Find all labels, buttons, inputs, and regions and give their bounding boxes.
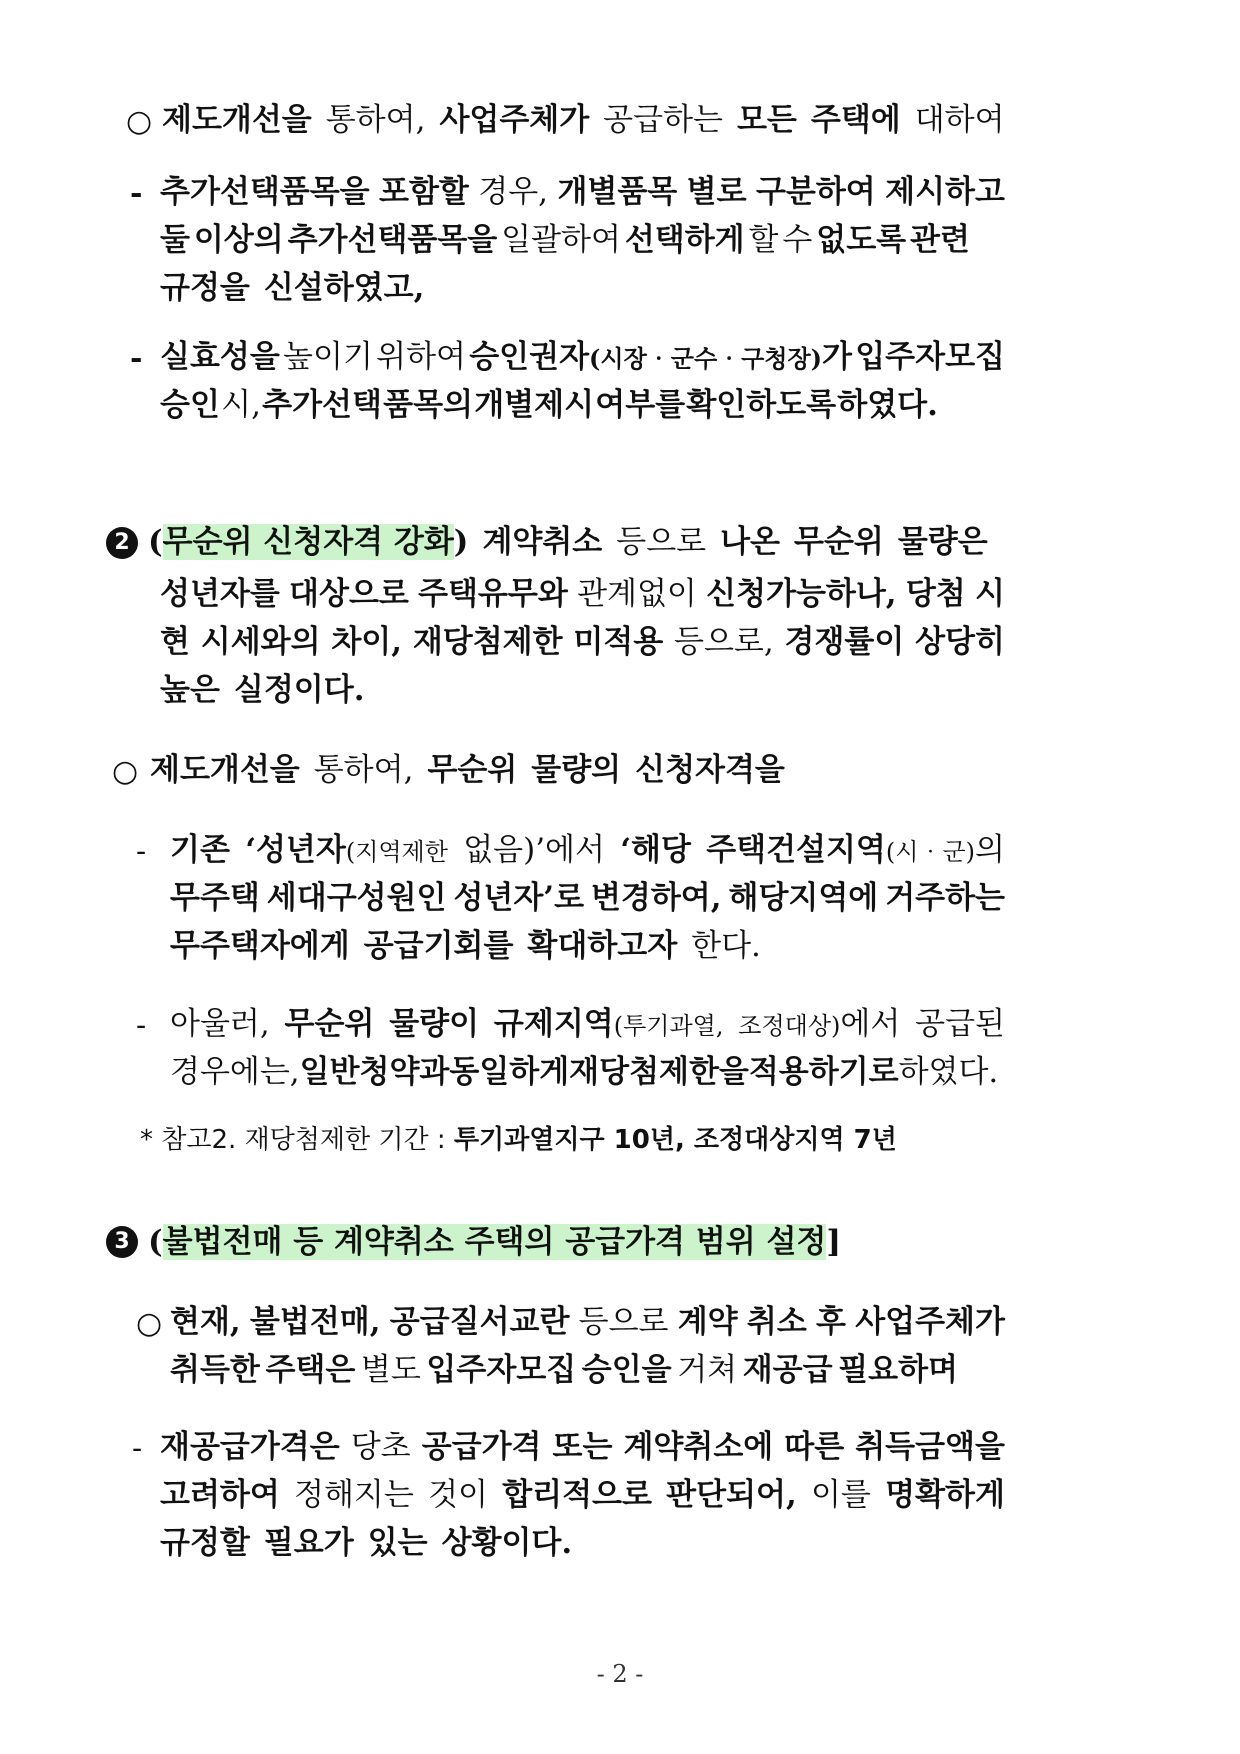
word: 무순위 (284, 1006, 375, 1042)
word: 상황이다. (441, 1525, 573, 1561)
word: 공급가격 (421, 1429, 542, 1465)
circle-bullet: ○ (126, 104, 153, 139)
section2-item1-line3 (170, 924, 761, 968)
word: 물량은 (897, 524, 988, 560)
word: 기존 (170, 832, 230, 868)
word: 구분하여 (755, 174, 876, 210)
word: 현 (160, 624, 190, 660)
word: 재당첨제한 (412, 624, 563, 660)
word: 확인하도록 (686, 387, 837, 423)
word: 제도개선을 (162, 102, 312, 138)
word: 물량의 (531, 752, 622, 788)
word: 규정을 (160, 270, 250, 306)
word: 주택유무와 (418, 576, 568, 612)
word: 취소 (746, 1304, 807, 1340)
word: 공급기회를 (363, 928, 514, 964)
word: 주택건설지역(시‧군)의 (706, 832, 1005, 868)
section3-item-line2 (160, 1473, 1005, 1517)
section3-heading (148, 1220, 841, 1264)
word: 성년자를 (160, 576, 280, 612)
word: 이를 (810, 1477, 871, 1513)
word: 관련 (910, 222, 970, 258)
section2-item1-line2 (170, 876, 1005, 920)
word: 재공급가격은 (160, 1429, 340, 1465)
word: 할 (748, 222, 779, 258)
word: 등으로 (616, 524, 707, 560)
word: 조정대상)에서 (738, 1006, 901, 1042)
word: 신설하였고, (263, 270, 425, 306)
section1-item1-line2 (160, 218, 970, 262)
heading-highlight: (불법전매 등 계약취소 주택의 공급가격 범위 설정] (148, 1224, 842, 1260)
word: 공급하는 (603, 102, 723, 138)
word: 수 (782, 222, 813, 258)
word: 하였다. (898, 1054, 999, 1090)
word: 없음)’에서 (463, 832, 605, 868)
word: 합리적으로 (502, 1477, 652, 1513)
section-number-badge: 2 (106, 527, 138, 559)
word: 입주자모집 (426, 1352, 577, 1388)
section2-item2-line1 (170, 1002, 1005, 1048)
section2-para-line1 (160, 572, 1005, 616)
word: 한다. (691, 928, 761, 964)
section2-para-line3 (160, 668, 364, 712)
word: 무주택 (170, 880, 260, 916)
word: 공급된 (915, 1006, 1005, 1042)
word: 당첨 (905, 576, 966, 612)
word: 세대구성원인 (266, 880, 447, 916)
word: 하였다. (837, 387, 938, 423)
word: 개별제시 (474, 387, 595, 423)
section1-intro (162, 98, 1005, 142)
word: ‘성년자(지역제한 (245, 832, 448, 868)
word: 대상으로 (289, 576, 409, 612)
word: 무순위 (427, 752, 518, 788)
word: 고려하여 (160, 1477, 280, 1513)
word: 상당히 (915, 624, 1005, 660)
section-number-badge: 3 (106, 1226, 138, 1258)
word: 통하여, (313, 752, 414, 788)
word: 거쳐 (677, 1352, 738, 1388)
word: 명확하게 (885, 1477, 1005, 1513)
word: 품목의 (383, 387, 474, 423)
word: 무주택자에게 (170, 928, 350, 964)
dash-bullet: - (136, 1008, 147, 1043)
circle-bullet: ○ (136, 1306, 163, 1341)
word: 실효성을 (160, 339, 280, 375)
word: 해당지역에 (728, 880, 879, 916)
section2-item1-line1 (170, 828, 1005, 874)
word: 계약취소 (482, 524, 603, 560)
word: 승인 (160, 387, 220, 423)
reference-note (140, 1120, 897, 1160)
dash-bullet: - (136, 834, 147, 869)
word: 또는 (552, 1429, 613, 1465)
word: 여부를 (595, 387, 686, 423)
word: 규정할 (160, 1525, 250, 1561)
word: 경우에는, (170, 1054, 300, 1090)
word: 추가선택 (262, 387, 382, 423)
section2-intro (150, 748, 785, 792)
word: 현재, (170, 1304, 241, 1340)
word: 대하여 (914, 102, 1005, 138)
word: 별도 (360, 1352, 421, 1388)
word: 신청자격을 (635, 752, 785, 788)
section1-item2-line1 (160, 335, 1005, 381)
word: 주택은 (265, 1352, 356, 1388)
word: 규제지역(투기과열, (493, 1006, 724, 1042)
dash-bullet: - (130, 176, 143, 211)
section3-intro-line2 (170, 1348, 958, 1392)
word: 공급질서교란 (389, 1304, 570, 1340)
note-star: * (140, 1125, 153, 1155)
word: 적용하기로 (748, 1054, 899, 1090)
note-text: 참고2. 재당첨제한 기간 : (161, 1125, 446, 1155)
word: 시 (975, 576, 1005, 612)
heading-highlight: (무순위 신청자격 강화) (148, 524, 469, 560)
word: 경우, (478, 174, 549, 210)
word: 계약 (677, 1304, 738, 1340)
word: 주택에 (810, 102, 901, 138)
word: 관계없이 (577, 576, 697, 612)
section2-para-line2 (160, 620, 1005, 664)
word: 나온 (720, 524, 780, 560)
page-number: - 2 - (596, 1660, 644, 1688)
word: 재공급 (742, 1352, 833, 1388)
word-approver: 승인권자(시장‧군수‧구청장)가 (469, 339, 852, 375)
word: 모든 (736, 102, 797, 138)
section2-heading (148, 520, 988, 564)
word: 입주자모집 (855, 339, 1005, 375)
word: 개별품목 (557, 174, 678, 210)
word: 후 (816, 1304, 846, 1340)
word: 정해지는 (294, 1477, 414, 1513)
section1-item1-line1 (160, 170, 1005, 214)
word: 제도개선을 (150, 752, 300, 788)
dash-bullet: - (130, 341, 143, 376)
word: 등으로, (674, 624, 774, 660)
word: 이상의 (193, 222, 284, 258)
word: 둘 (160, 222, 190, 258)
word: 일반청약과 (299, 1054, 450, 1090)
section1-item1-line3 (160, 266, 424, 310)
word: 제시하고 (885, 174, 1005, 210)
word: 없도록 (816, 222, 907, 258)
word: 포함할 (379, 174, 469, 210)
word: 동일하게 (449, 1054, 570, 1090)
word: 선택하게 (624, 222, 745, 258)
word: 미적용 (573, 624, 664, 660)
word: 별로 (686, 174, 747, 210)
section3-item-line1 (160, 1425, 1005, 1469)
word: 무순위 (794, 524, 884, 560)
word: 사업주체가 (855, 1304, 1005, 1340)
word: 등으로 (578, 1304, 669, 1340)
word: 실정이다. (233, 672, 365, 708)
word: 계약취소에 (623, 1429, 774, 1465)
word: 성년자’로 (453, 880, 585, 916)
word: 변경하여, (590, 880, 722, 916)
word: 판단되어, (666, 1477, 797, 1513)
section2-item2-line2 (170, 1050, 999, 1094)
word: 따른 (784, 1429, 845, 1465)
word: 차이, (331, 624, 403, 660)
note-emphasis: 투기과열지구 10년, 조정대상지역 7년 (453, 1125, 897, 1155)
word: 시, (221, 387, 261, 423)
circle-bullet: ○ (112, 754, 139, 789)
word: 불법전매, (249, 1304, 381, 1340)
word: 사업주체가 (439, 102, 590, 138)
word: 높이기 (283, 339, 373, 375)
word: 높은 (160, 672, 220, 708)
word: 물량이 (389, 1006, 480, 1042)
dash-bullet: - (132, 1431, 143, 1466)
word: 시세와의 (200, 624, 321, 660)
word: 일괄하여 (501, 222, 621, 258)
word: 추가선택품목을 (160, 174, 370, 210)
word: 거주하는 (885, 880, 1005, 916)
word: ‘해당 (620, 832, 691, 868)
word: 승인을 (581, 1352, 672, 1388)
word: 것이 (428, 1477, 488, 1513)
section1-item2-line2 (160, 383, 938, 427)
word: 위하여 (376, 339, 466, 375)
word: 재당첨제한을 (569, 1054, 749, 1090)
word: 통하여, (325, 102, 426, 138)
word: 당초 (350, 1429, 411, 1465)
section3-item-line3 (160, 1521, 572, 1565)
word: 취득한 (170, 1352, 260, 1388)
word: 있는 (367, 1525, 428, 1561)
word: 경쟁률이 (784, 624, 905, 660)
section3-intro-line1 (170, 1300, 1005, 1344)
word: 필요하며 (838, 1352, 958, 1388)
word: 아울러, (170, 1006, 270, 1042)
word: 필요가 (263, 1525, 354, 1561)
word: 신청가능하나, (706, 576, 897, 612)
word: 추가선택품목을 (287, 222, 498, 258)
word: 확대하고자 (527, 928, 678, 964)
word: 취득금액을 (855, 1429, 1005, 1465)
